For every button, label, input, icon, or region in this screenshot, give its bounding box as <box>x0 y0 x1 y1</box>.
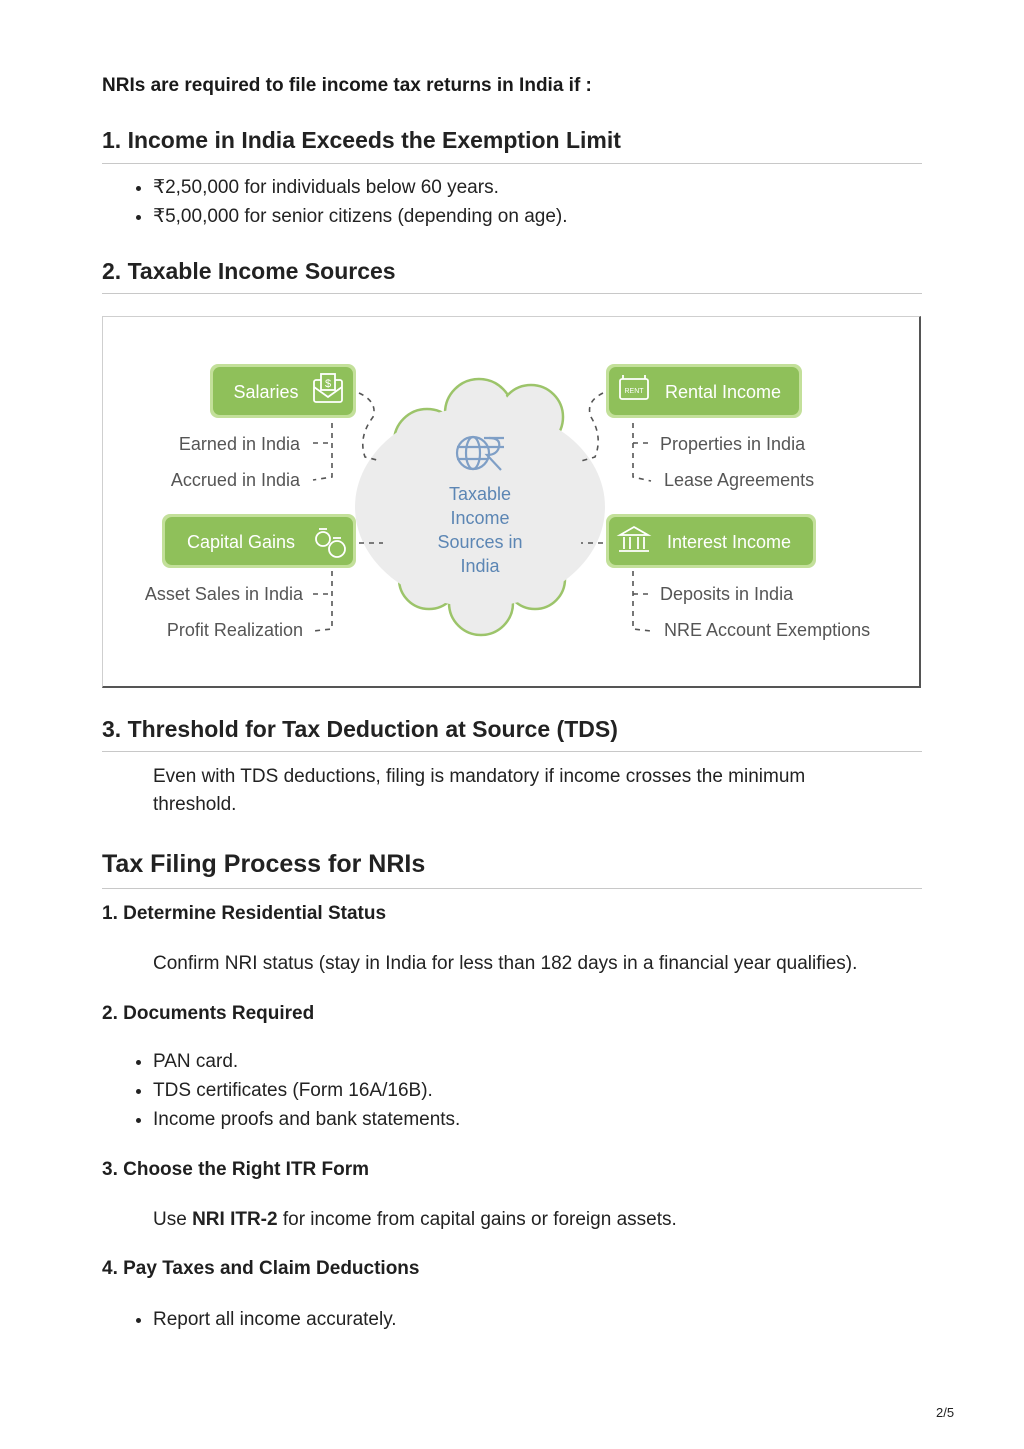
capital-gains-node <box>162 514 356 568</box>
center-label-line3: Sources in <box>437 532 523 552</box>
section3-divider <box>102 751 922 752</box>
step3-text-after: for income from capital gains or foreign assets. <box>277 1209 677 1230</box>
step3-text-before: Use <box>153 1209 193 1230</box>
center-label-line4: India <box>460 556 500 576</box>
capital-gains-label: Capital Gains <box>186 532 296 552</box>
interest-income-node <box>606 514 816 568</box>
step2-list <box>130 1047 460 1134</box>
process-heading: Tax Filing Process for NRIs <box>102 850 426 878</box>
rental-income-node <box>606 364 802 418</box>
salaries-item-accrued: Accrued in India <box>170 470 300 490</box>
section3-heading: 3. Threshold for Tax Deduction at Source (TDS) <box>102 716 618 742</box>
center-label-line1: Taxable <box>448 484 512 504</box>
step3-heading: 3. Choose the Right ITR Form <box>102 1159 370 1180</box>
svg-text:$: $ <box>324 378 332 390</box>
step1-text: Confirm NRI status (stay in India for less than 182 days in a financial year qualifies). <box>153 953 858 974</box>
step4-heading: 4. Pay Taxes and Claim Deductions <box>102 1258 420 1279</box>
salaries-node <box>210 364 356 418</box>
step4-list <box>130 1305 397 1334</box>
interest-item-deposits: Deposits in India <box>660 584 794 604</box>
section1-divider <box>102 163 922 164</box>
itr-form-name: NRI ITR-2 <box>192 1209 278 1230</box>
section2-heading: 2. Taxable Income Sources <box>102 258 396 284</box>
rental-item-properties: Properties in India <box>660 434 806 454</box>
list-item: • TDS certificates (Form 16A/16B). <box>153 1076 460 1105</box>
section1-heading: 1. Income in India Exceeds the Exemption Limit <box>102 127 621 153</box>
intro-text: NRIs are required to file income tax returns in India if : <box>102 75 592 96</box>
step2-heading: 2. Documents Required <box>102 1003 315 1024</box>
list-item: • Income proofs and bank statements. <box>153 1105 460 1134</box>
rent-icon-text: RENT <box>624 388 644 395</box>
capital-gains-item-profit: Profit Realization <box>166 620 303 640</box>
section1-list <box>130 173 568 231</box>
page-number: 2/5 <box>936 1405 955 1420</box>
salaries-item-earned: Earned in India <box>178 434 300 454</box>
step1-heading: 1. Determine Residential Status <box>102 903 387 924</box>
income-sources-diagram <box>102 316 921 688</box>
list-item: • ₹5,00,000 for senior citizens (depending on age). <box>153 202 568 231</box>
section2-divider <box>102 293 922 294</box>
rental-income-label: Rental Income <box>664 382 782 402</box>
rental-item-lease: Lease Agreements <box>664 470 815 490</box>
center-cloud <box>355 379 605 635</box>
interest-income-label: Interest Income <box>666 532 792 552</box>
salaries-label: Salaries <box>233 382 299 402</box>
interest-item-nre: NRE Account Exemptions <box>664 620 871 640</box>
center-label-line2: Income <box>450 508 510 528</box>
process-divider <box>102 888 922 889</box>
list-item: • PAN card. <box>153 1047 460 1076</box>
step3-text <box>153 1206 923 1234</box>
capital-gains-item-asset-sales: Asset Sales in India <box>144 584 303 604</box>
list-item: • Report all income accurately. <box>153 1305 397 1334</box>
list-item: • ₹2,50,000 for individuals below 60 years. <box>153 173 568 202</box>
section3-text: Even with TDS deductions, filing is mandatory if income crosses the minimum threshold. <box>153 766 806 815</box>
